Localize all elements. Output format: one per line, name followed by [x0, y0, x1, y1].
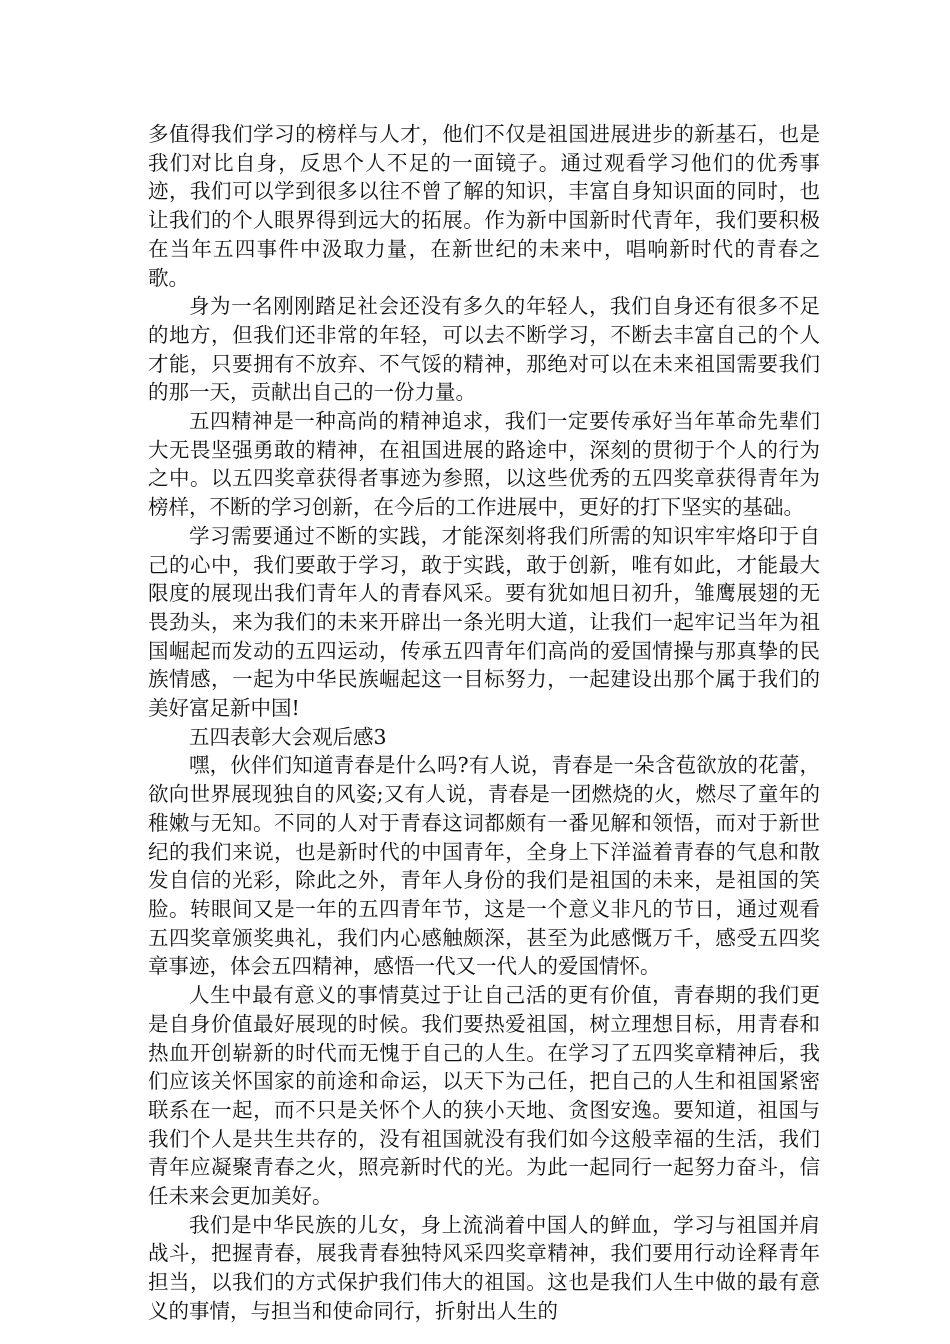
paragraph-5: 嘿，伙伴们知道青春是什么吗?有人说，青春是一朵含苞欲放的花蕾，欲向世界展现独自的风姿;又有人说，青春是一团燃烧的火，燃尽了童年的稚嫩与无知。不同的人对于青春这词都颇有一番见解和领悟，而对于新世纪的我们来说，也是新时代的中国青年，全身上下洋溢着青春的气息和散发自信的光彩，除此之外，青年人身份的我们是祖国的未来，是祖国的笑脸。转眼间又是一年的五四青年节，这是一个意义非凡的节日，通过观看五四奖章颁奖典礼，我们内心感触颇深，甚至为此感慨万千，感受五四奖章事迹，体会五四精神，感悟一代又一代人的爱国情怀。: [148, 753, 820, 979]
paragraph-4: 学习需要通过不断的实践，才能深刻将我们所需的知识牢牢烙印于自己的心中，我们要敢于学习，敢于实践，敢于创新，唯有如此，才能最大限度的展现出我们青年人的青春风采。要有犹如旭日初升，雏鹰展翅的无畏劲头，来为我们的未来开辟出一条光明大道，让我们一起牢记当年为祖国崛起而发动的五四运动，传承五四青年们高尚的爱国情操与那真挚的民族情感，一起为中华民族崛起这一目标努力，一起建设出那个属于我们的美好富足新中国!: [148, 523, 820, 721]
paragraph-6: 人生中最有意义的事情莫过于让自己活的更有价值，青春期的我们更是自身价值最好展现的时候。我们要热爱祖国，树立理想目标，用青春和热血开创崭新的时代而无愧于自己的人生。在学习了五四奖章精神后，我们应该关怀国家的前途和命运，以天下为己任，把自己的人生和祖国紧密联系在一起，而不只是关怀个人的狭小天地、贪图安逸。要知道，祖国与我们个人是共生共存的，没有祖国就没有我们如今这般幸福的生活，我们青年应凝聚青春之火，照亮新时代的光。为此一起同行一起努力奋斗，信任未来会更加美好。: [148, 983, 820, 1209]
paragraph-2: 身为一名刚刚踏足社会还没有多久的年轻人，我们自身还有很多不足的地方，但我们还非常的年轻，可以去不断学习，不断去丰富自己的个人才能，只要拥有不放弃、不气馁的精神，那绝对可以在未来祖国需要我们的那一天，贡献出自己的一份力量。: [148, 294, 820, 405]
paragraph-7: 我们是中华民族的儿女，身上流淌着中国人的鲜血，学习与祖国并肩战斗，把握青春，展我青春独特风采四奖章精神，我们要用行动诠释青年担当，以我们的方式保护我们伟大的祖国。这也是我们人生中做的最有意义的事情，与担当和使命同行，折射出人生的: [148, 1212, 820, 1323]
paragraph-1: 多值得我们学习的榜样与人才，他们不仅是祖国进展进步的新基石，也是我们对比自身，反思个人不足的一面镜子。通过观看学习他们的优秀事迹，我们可以学到很多以往不曾了解的知识，丰富自身知识面的同时，也让我们的个人眼界得到远大的拓展。作为新中国新时代青年，我们要积极在当年五四事件中汲取力量，在新世纪的未来中，唱响新时代的青春之歌。: [148, 122, 820, 290]
section-heading: 五四表彰大会观后感3: [189, 724, 387, 749]
document-body: [148, 120, 820, 1326]
paragraph-3: 五四精神是一种高尚的精神追求，我们一定要传承好当年革命先辈们大无畏坚强勇敢的精神，在祖国进展的路途中，深刻的贯彻于个人的行为之中。以五四奖章获得者事迹为参照，以这些优秀的五四奖章获得青年为榜样，不断的学习创新，在今后的工作进展中，更好的打下坚实的基础。: [148, 409, 820, 520]
